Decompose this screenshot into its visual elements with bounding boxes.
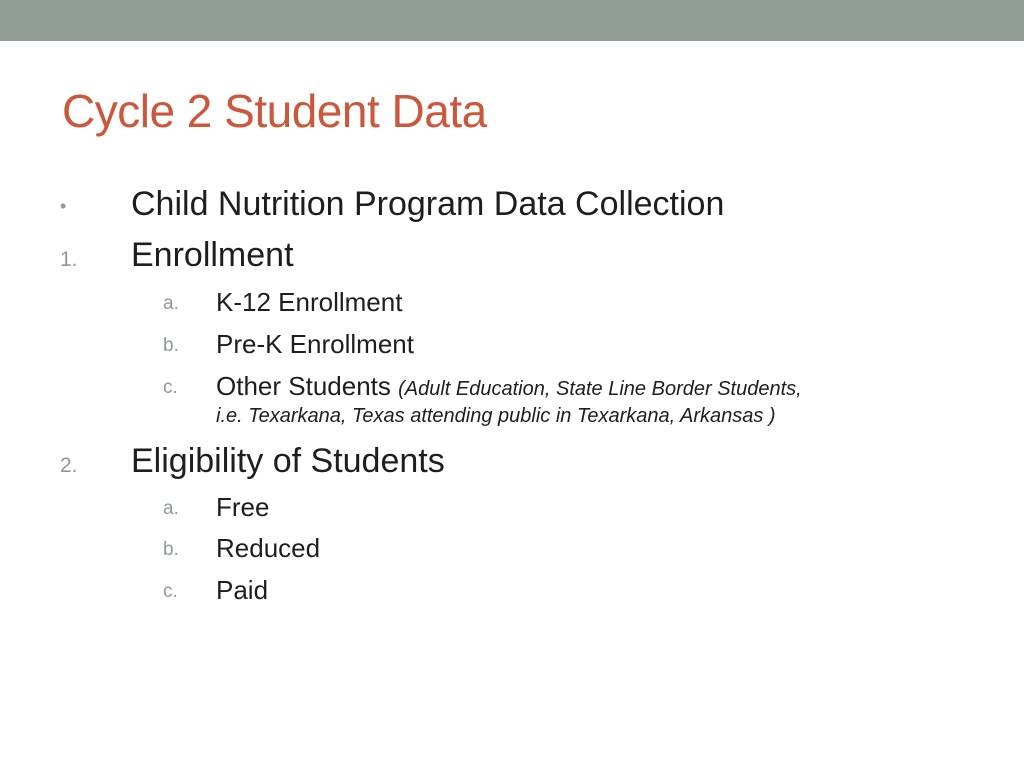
section-1-item-c-note: (Adult Education, State Line Border Students, xyxy=(398,378,802,400)
section-2-item-c-marker: c. xyxy=(163,581,178,602)
section-1-marker: 1. xyxy=(60,248,78,271)
section-2-item-a-marker: a. xyxy=(163,498,179,519)
section-2-marker: 2. xyxy=(60,454,78,477)
section-1-heading: Enrollment xyxy=(131,236,294,274)
section-1-item-b-marker: b. xyxy=(163,335,179,356)
section-1-item-b-text: Pre-K Enrollment xyxy=(216,329,414,359)
section-1-item-c-note-continued: i.e. Texarkana, Texas attending public in Texarkana, Arkansas ) xyxy=(216,405,776,427)
slide-title: Cycle 2 Student Data xyxy=(62,85,487,137)
section-2-item-c-text: Paid xyxy=(216,575,269,605)
section-2-item-b-marker: b. xyxy=(163,539,179,560)
section-1-item-c-marker: c. xyxy=(163,377,178,398)
section-2-item-a-text: Free xyxy=(216,492,270,522)
section-2-heading: Eligibility of Students xyxy=(131,442,445,480)
bullet-item-text: Child Nutrition Program Data Collection xyxy=(131,185,725,223)
section-2-item-b-text: Reduced xyxy=(216,533,321,563)
section-1-item-a-text: K-12 Enrollment xyxy=(216,287,403,317)
section-1-item-a-marker: a. xyxy=(163,293,179,314)
section-1-item-c xyxy=(216,371,802,402)
section-1-item-c-text: Other Students xyxy=(216,371,399,401)
bullet-marker: • xyxy=(60,196,67,216)
top-accent-bar xyxy=(0,0,1024,41)
